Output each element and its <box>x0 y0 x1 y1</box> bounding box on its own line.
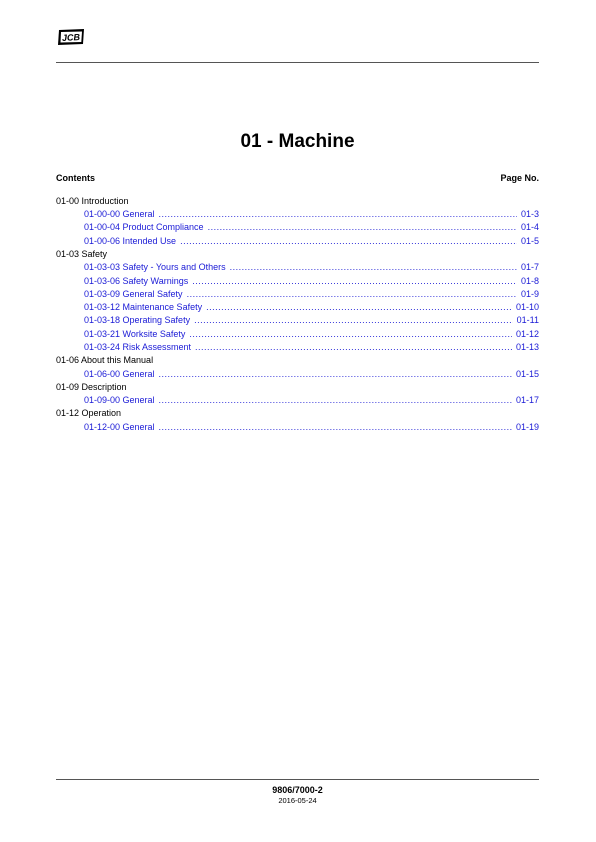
toc-section-heading: 01-00 Introduction <box>56 196 129 206</box>
toc-entry-title: 01-06-00 General <box>84 368 155 379</box>
toc-entry-title: 01-03-09 General Safety <box>84 288 183 299</box>
dot-leader <box>206 301 512 314</box>
toc-entry-page: 01-5 <box>520 235 539 246</box>
dot-leader <box>159 421 512 434</box>
dot-leader <box>189 328 512 341</box>
dot-leader <box>195 341 512 354</box>
toc-entry-link[interactable] <box>84 275 539 288</box>
toc-entry-page: 01-3 <box>520 209 539 220</box>
dot-leader <box>159 208 517 221</box>
toc-entry-page: 01-8 <box>520 275 539 286</box>
dot-leader <box>159 368 512 381</box>
toc-entry-link[interactable] <box>84 314 539 327</box>
document-date: 2016-05-24 <box>278 796 317 805</box>
document-number: 9806/7000-2 <box>272 785 323 795</box>
toc-section-heading: 01-06 About this Manual <box>56 355 154 366</box>
toc-entry-link[interactable] <box>84 368 539 381</box>
toc-entry-page: 01-11 <box>516 315 539 326</box>
toc-section-heading: 01-09 Description <box>56 381 127 392</box>
page-no-label: Page No. <box>500 173 539 183</box>
dot-leader <box>194 314 513 327</box>
toc-entry-title: 01-03-24 Risk Assessment <box>84 342 192 353</box>
toc-entry-link[interactable] <box>84 394 539 407</box>
toc-entry-title: 01-03-21 Worksite Safety <box>84 328 186 339</box>
toc-entry-page: 01-10 <box>515 302 539 313</box>
contents-label: Contents <box>56 173 95 183</box>
toc-entry-title: 01-09-00 General <box>84 395 155 406</box>
toc-entry-page: 01-13 <box>515 342 539 353</box>
page-title: 01 - Machine <box>240 131 355 152</box>
toc-entry-page: 01-7 <box>520 262 539 273</box>
toc-entry-title: 01-00-00 General <box>84 209 155 220</box>
dot-leader <box>208 221 517 234</box>
toc-entry-link[interactable] <box>84 261 539 274</box>
dot-leader <box>192 275 517 288</box>
toc-entry-page: 01-17 <box>515 395 539 406</box>
dot-leader <box>159 394 512 407</box>
toc-entry-link[interactable] <box>84 341 539 354</box>
toc-entry-link[interactable] <box>84 235 539 248</box>
svg-text:JCB: JCB <box>61 32 81 43</box>
header-rule <box>56 62 539 63</box>
toc-entry-page: 01-9 <box>520 288 539 299</box>
toc-entry-title: 01-03-12 Maintenance Safety <box>84 302 203 313</box>
toc-entry-page: 01-19 <box>515 421 539 432</box>
footer-rule <box>56 779 539 780</box>
toc-entry-page: 01-12 <box>515 328 539 339</box>
table-of-contents <box>56 195 539 434</box>
toc-entry-page: 01-4 <box>520 222 539 233</box>
toc-section-heading: 01-03 Safety <box>56 249 108 260</box>
contents-header <box>56 173 539 183</box>
dot-leader <box>230 261 517 274</box>
toc-entry-link[interactable] <box>84 328 539 341</box>
toc-entry-title: 01-03-06 Safety Warnings <box>84 275 189 286</box>
toc-entry-link[interactable] <box>84 301 539 314</box>
dot-leader <box>180 235 517 248</box>
toc-entry-title: 01-12-00 General <box>84 421 155 432</box>
toc-entry-page: 01-15 <box>515 368 539 379</box>
toc-section-heading: 01-12 Operation <box>56 408 122 419</box>
toc-entry-link[interactable] <box>84 208 539 221</box>
jcb-logo <box>56 28 86 46</box>
dot-leader <box>187 288 517 301</box>
toc-entry-title: 01-00-04 Product Compliance <box>84 222 204 233</box>
toc-entry-link[interactable] <box>84 288 539 301</box>
toc-entry-title: 01-03-03 Safety - Yours and Others <box>84 262 226 273</box>
toc-entry-title: 01-00-06 Intended Use <box>84 235 177 246</box>
toc-entry-link[interactable] <box>84 221 539 234</box>
toc-entry-link[interactable] <box>84 421 539 434</box>
toc-entry-title: 01-03-18 Operating Safety <box>84 315 191 326</box>
